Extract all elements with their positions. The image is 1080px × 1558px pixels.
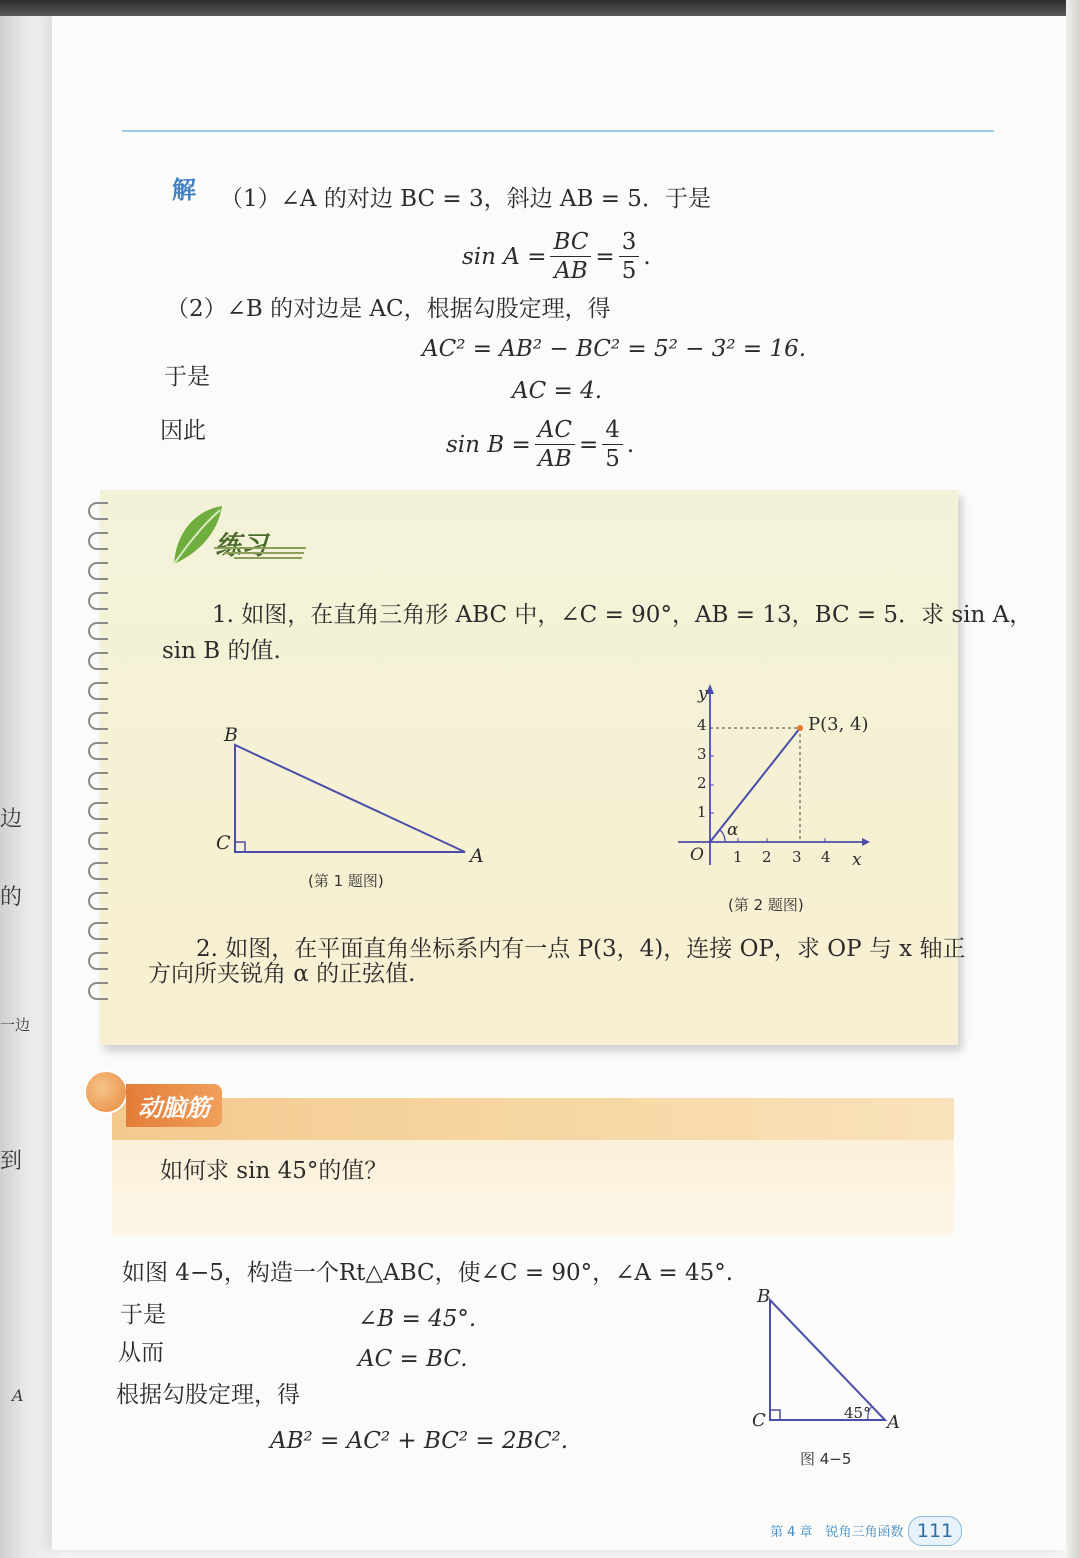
text-yushi: 于是 <box>164 364 210 390</box>
solution-part1-text: （1）∠A 的对边 BC = 3，斜边 AB = 5．于是 <box>220 186 711 212</box>
fig1-label-c: C <box>216 832 231 854</box>
practice-title: 练习 <box>215 531 268 561</box>
equation-ac: AC = 4. <box>512 378 603 404</box>
figure-1-triangle <box>200 720 500 870</box>
fig45-label-c: C <box>752 1410 766 1431</box>
fig2-x-tick: 3 <box>792 848 802 866</box>
fig1-label-a: A <box>470 845 484 867</box>
question-2-line-1: 2. 如图，在平面直角坐标系内有一点 P(3，4)，连接 OP，求 OP 与 x 轴正 <box>196 936 966 962</box>
gear-icon <box>84 1070 128 1114</box>
binder-ring <box>88 742 108 760</box>
fraction-bc-ab <box>550 228 591 285</box>
fig2-origin: O <box>690 845 704 865</box>
period: . <box>643 243 651 270</box>
fraction-ac-ab <box>535 416 575 473</box>
binder-ring <box>88 532 108 550</box>
fig2-y-tick: 1 <box>697 803 707 821</box>
fraction-numerator: 3 <box>619 228 640 257</box>
binder-ring <box>88 682 108 700</box>
fig2-y-tick: 3 <box>697 745 707 763</box>
fig2-x-tick: 1 <box>733 848 743 866</box>
equation-angle-b: ∠B = 45°. <box>358 1306 477 1332</box>
fraction-3-5 <box>619 228 640 285</box>
fig1-label-b: B <box>224 724 238 746</box>
question-1-line-1: 1. 如图，在直角三角形 ABC 中，∠C = 90°，AB = 13，BC = 5．求 sin A， <box>212 602 1033 628</box>
facing-page-fragment: 一边 <box>0 1016 31 1034</box>
fraction-numerator: 4 <box>602 416 623 445</box>
binder-ring <box>88 712 108 730</box>
fig2-axis-x: x <box>852 850 862 870</box>
binder-ring <box>88 772 108 790</box>
binder-ring <box>88 802 108 820</box>
binder-ring <box>88 622 108 640</box>
equation-sin-a <box>462 228 651 285</box>
page-number: 111 <box>908 1516 962 1546</box>
title-underline-icon <box>214 545 306 561</box>
fraction-numerator: AC <box>535 416 575 445</box>
binder-ring <box>88 562 108 580</box>
fig2-y-tick: 2 <box>697 774 707 792</box>
brain-banner <box>112 1098 954 1140</box>
facing-page-fragment: 的 <box>0 885 23 910</box>
fraction-4-5 <box>602 416 623 473</box>
binder-ring <box>88 952 108 970</box>
scan-top-edge <box>0 0 1080 16</box>
fig2-x-tick: 2 <box>762 848 772 866</box>
footer-chapter: 第 4 章 锐角三角函数 <box>770 1525 904 1540</box>
fraction-denominator: 5 <box>605 446 620 472</box>
page-right-edge <box>1066 0 1080 1558</box>
pythagoras-formula: AC² = AB² − BC² = 5² − 3² = 16. <box>422 336 807 362</box>
fig2-point-label: P(3, 4) <box>808 714 869 735</box>
equation-ac-bc: AC = BC. <box>358 1346 468 1372</box>
fraction-numerator: BC <box>550 228 591 257</box>
binder-ring <box>88 922 108 940</box>
figure-4-5-triangle <box>750 1290 900 1430</box>
facing-page-fragment: A <box>12 1386 24 1405</box>
solution-part2-text: （2）∠B 的对边是 AC，根据勾股定理，得 <box>166 296 611 322</box>
equation-ab-squared: AB² = AC² + BC² = 2BC². <box>270 1428 569 1454</box>
binder-ring <box>88 982 108 1000</box>
facing-page-fragment: 到 <box>0 1149 23 1174</box>
equation-lhs: sin A = <box>462 243 547 270</box>
equals-sign: = <box>595 243 615 270</box>
question-1-line-2: sin B 的值. <box>162 638 281 664</box>
fig2-angle-alpha: α <box>727 820 739 840</box>
binder-ring <box>88 832 108 850</box>
fraction-denominator: AB <box>538 446 572 472</box>
binder-ring <box>88 652 108 670</box>
text-gougu: 根据勾股定理，得 <box>116 1382 300 1408</box>
fig45-label-b: B <box>757 1286 771 1307</box>
text-yushi-2: 于是 <box>120 1302 166 1328</box>
solution-label: 解 <box>172 175 196 204</box>
binder-ring <box>88 862 108 880</box>
fraction-denominator: AB <box>554 258 588 284</box>
binder-ring <box>88 502 108 520</box>
period: . <box>626 431 635 458</box>
fig2-axis-y: y <box>698 684 708 704</box>
equation-sin-b <box>446 416 634 473</box>
binder-ring <box>88 892 108 910</box>
facing-page-fragment: 边 <box>0 807 23 832</box>
equation-lhs: sin B = <box>446 431 531 458</box>
figure-1-caption: (第 1 题图) <box>308 872 384 890</box>
fig2-y-tick: 4 <box>697 716 707 734</box>
header-rule <box>122 130 994 132</box>
binder-ring <box>88 592 108 610</box>
figure-4-5-caption: 图 4−5 <box>800 1450 852 1468</box>
question-2-line-2: 方向所夹锐角 α 的正弦值. <box>148 961 416 987</box>
fig45-label-a: A <box>887 1412 900 1433</box>
figure-2-caption: (第 2 题图) <box>728 896 804 914</box>
fig45-angle: 45° <box>844 1404 871 1422</box>
fraction-denominator: 5 <box>621 258 637 284</box>
equals-sign: = <box>579 431 599 458</box>
text-yinci: 因此 <box>160 418 206 444</box>
text-congr: 从而 <box>118 1340 164 1366</box>
fig2-x-tick: 4 <box>821 848 831 866</box>
body-line-1: 如图 4−5，构造一个Rt△ABC，使∠C = 90°，∠A = 45°. <box>122 1260 734 1286</box>
brain-question: 如何求 sin 45°的值？ <box>160 1158 388 1184</box>
brain-label: 动脑筋 <box>126 1084 222 1127</box>
